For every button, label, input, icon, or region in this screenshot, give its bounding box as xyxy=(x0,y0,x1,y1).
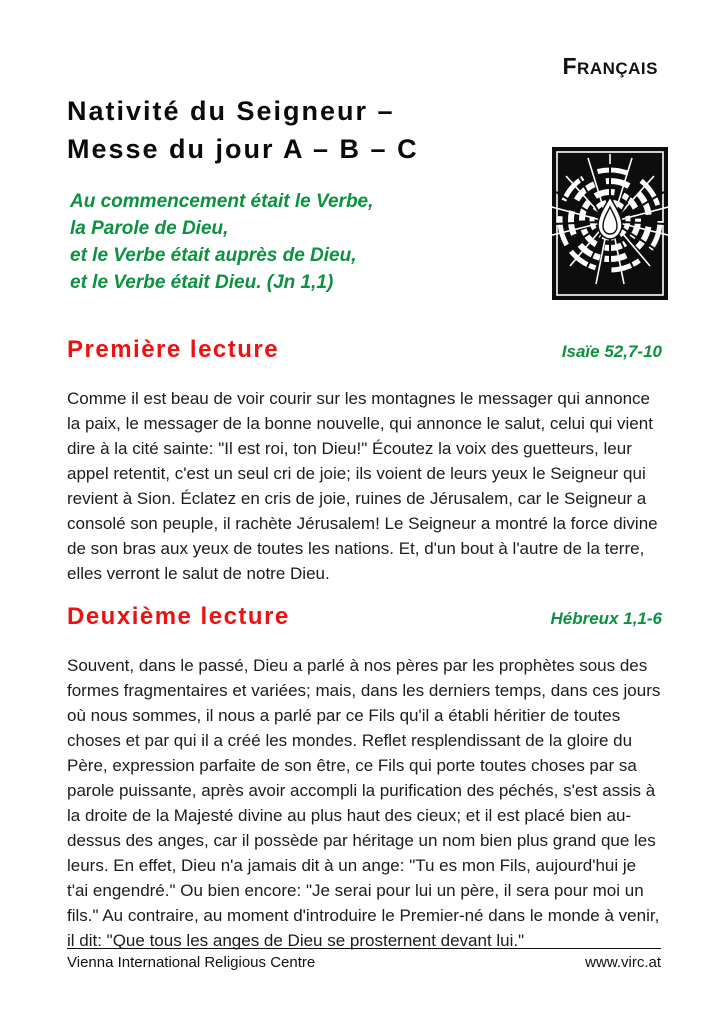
section-header xyxy=(67,336,662,364)
epigraph-quote xyxy=(70,188,510,296)
scripture-reference: Hébreux 1,1-6 xyxy=(550,609,662,628)
page-title xyxy=(67,92,419,168)
section-premiere-lecture xyxy=(67,336,662,586)
section-header xyxy=(67,603,662,631)
language-label: FRANÇAIS xyxy=(562,53,658,79)
epigraph-line: la Parole de Dieu, xyxy=(70,218,229,239)
footer-organization: Vienna International Religious Centre xyxy=(67,954,316,971)
footer-website: www.virc.at xyxy=(585,954,661,971)
flame-woodcut-image xyxy=(552,147,668,300)
page-title-line2: Messe du jour A – B – C xyxy=(67,134,419,164)
section-deuxieme-lecture xyxy=(67,603,662,953)
page-footer xyxy=(67,948,661,971)
reading-text: Comme il est beau de voir courir sur les montagnes le messager qui annonce la paix, le messager de la bonne nouvelle, qui annonce le salut, celui qui vient dire à la cité sainte: "Il est roi, ton Dieu!" Écoutez la voix des guetteurs, leur appel retentit, c'est un seul cri de joie; ils voient de leurs yeux le Seigneur qui revient à Sion. Éclatez en cris de joie, ruines de Jérusalem, car le Seigneur a consolé son peuple, il rachète Jérusalem! Le Seigneur a montré la force divine de son bras aux yeux de toutes les nations. Et, d'un bout à l'autre de la terre, elles verront le salut de notre Dieu. xyxy=(67,389,658,583)
epigraph-line: et le Verbe était auprès de Dieu, xyxy=(70,245,357,266)
flame-sunburst-icon xyxy=(552,147,668,300)
scripture-reference: Isaïe 52,7-10 xyxy=(561,342,662,361)
section-heading: Première lecture xyxy=(67,336,280,363)
page-title-line1: Nativité du Seigneur – xyxy=(67,96,395,126)
epigraph-line: Au commencement était le Verbe, xyxy=(70,191,374,212)
section-heading: Deuxième lecture xyxy=(67,603,290,630)
reading-text: Souvent, dans le passé, Dieu a parlé à nos pères par les prophètes sous des formes fragmentaires et variées; mais, dans les derniers temps, dans ces jours où nous sommes, il nous a parlé par ce Fils qu'il a établi héritier de toutes choses et par qui il a créé les mondes. Reflet resplendissant de la gloire du Père, expression parfaite de son être, ce Fils qui porte toutes choses par sa parole puissante, après avoir accompli la purification des péchés, s'est assis à la droite de la Majesté divine au plus haut des cieux; et il est placé bien au-dessus des anges, car il possède par héritage un nom bien plus grand que les leurs. En effet, Dieu n'a jamais dit à un ange: "Tu es mon Fils, aujourd'hui je t'ai engendré." Ou bien encore: "Je serai pour lui un père, il sera pour moi un fils." Au contraire, au moment d'introduire le Premier-né dans le monde à venir, il dit: "Que tous les anges de Dieu se prosternent devant lui." xyxy=(67,656,661,950)
epigraph-line: et le Verbe était Dieu. (Jn 1,1) xyxy=(70,272,334,293)
